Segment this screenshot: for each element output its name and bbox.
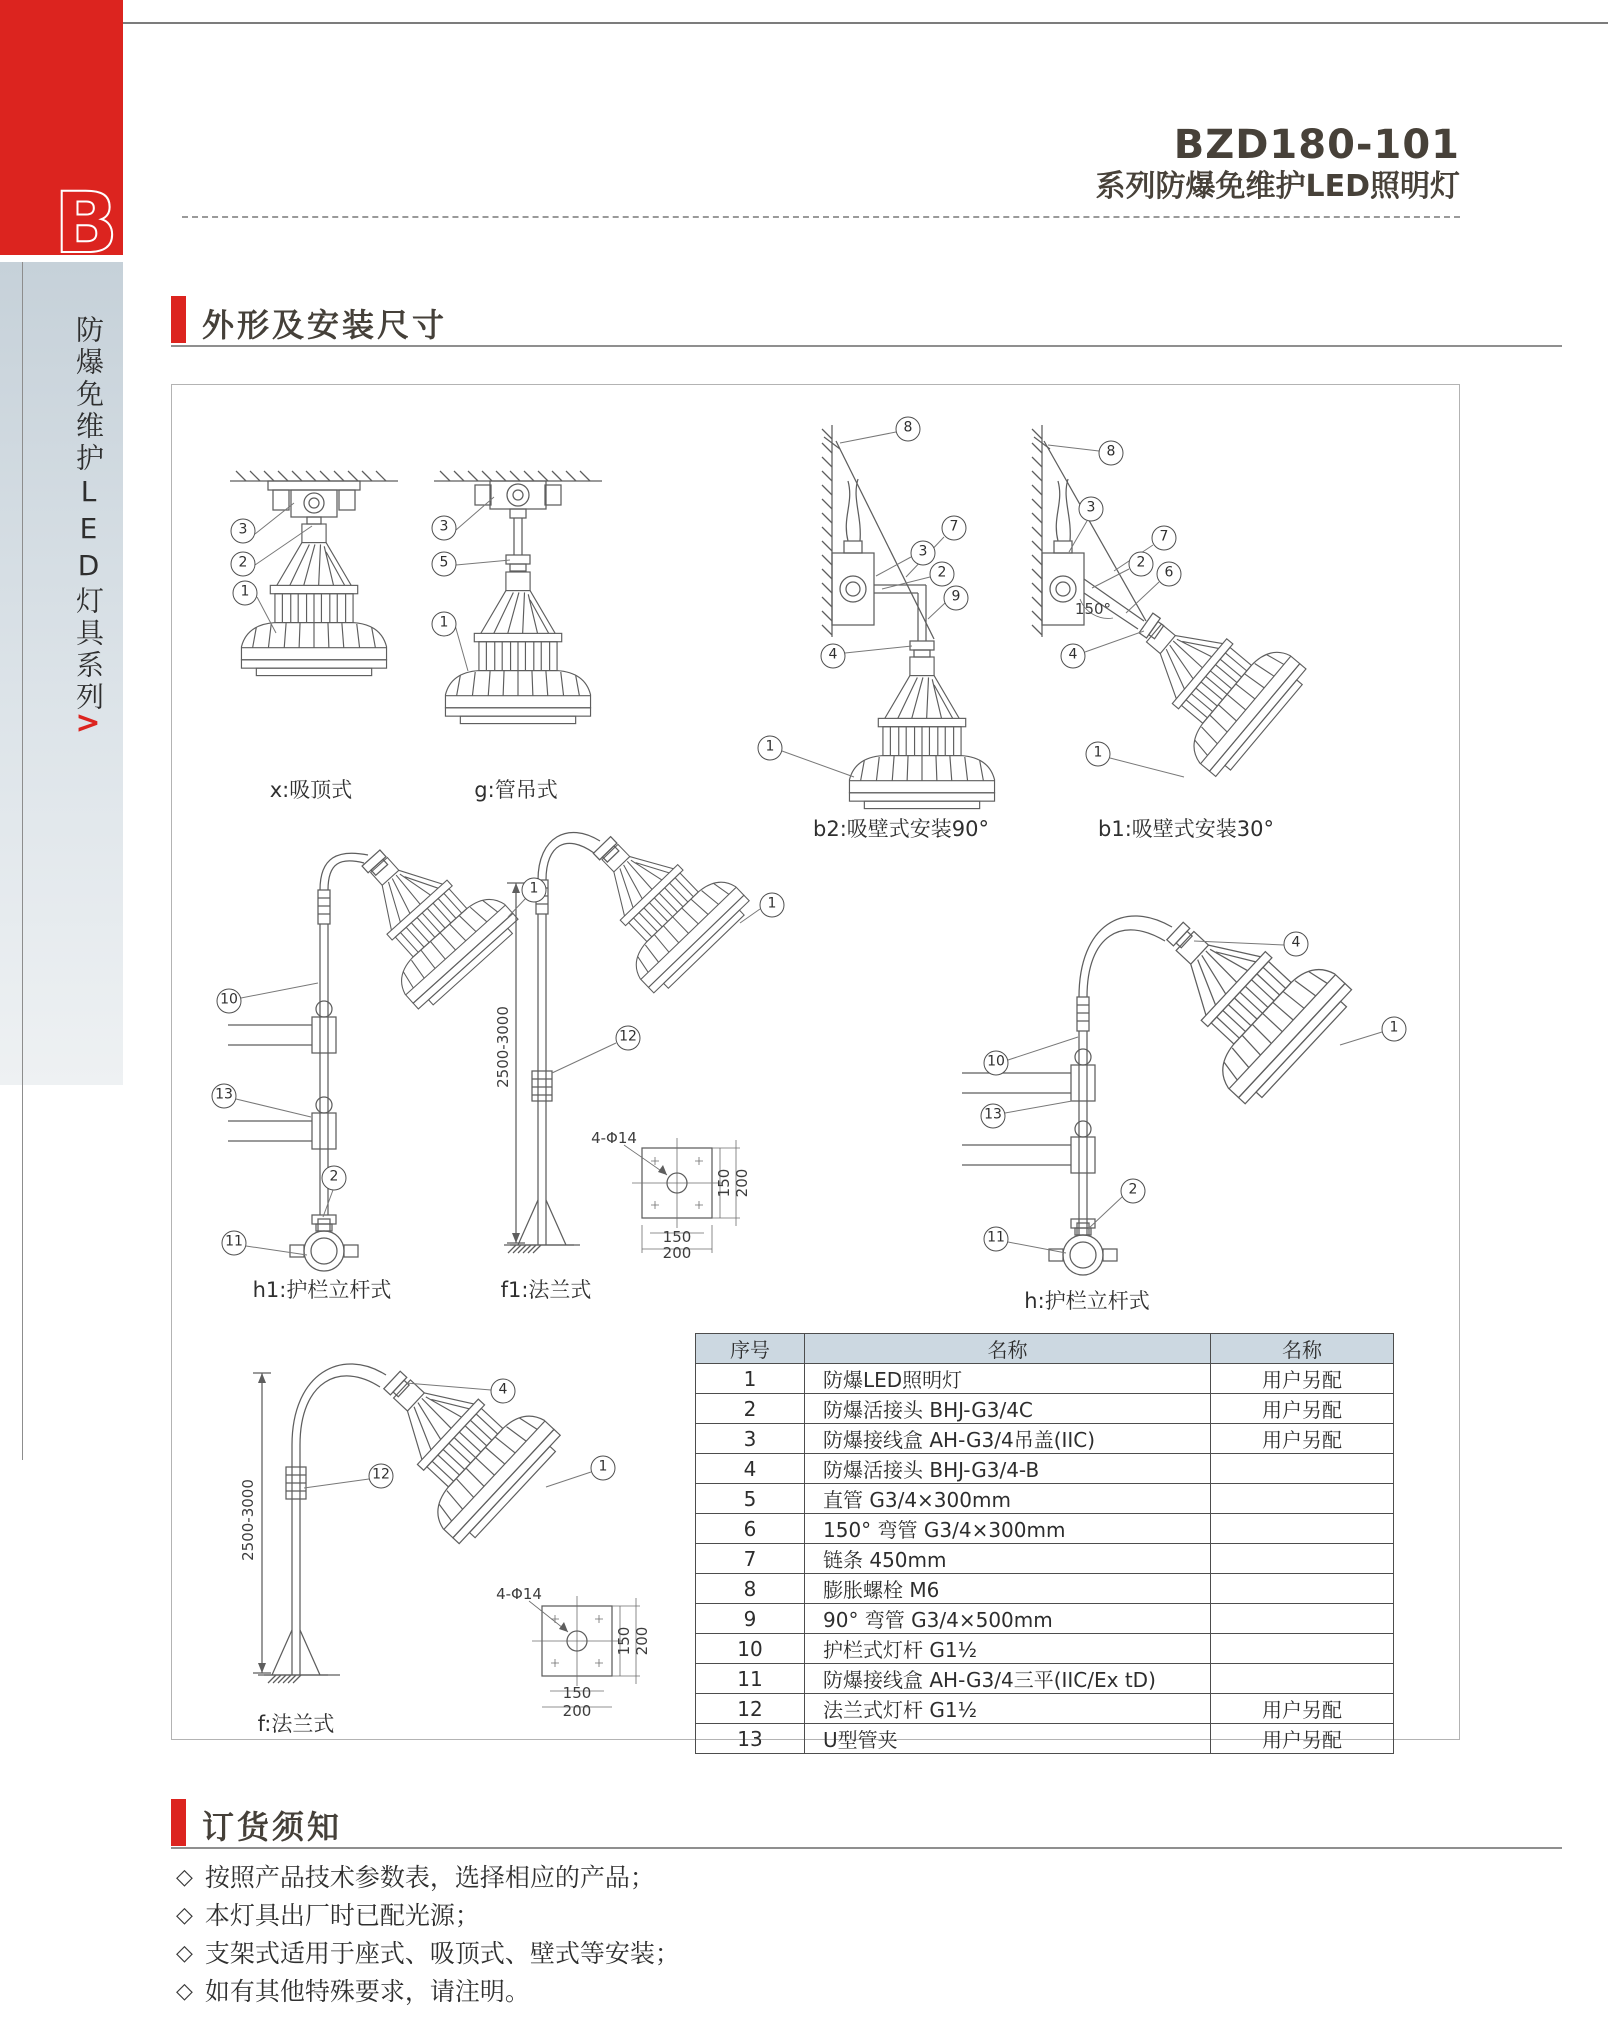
callout-badge: 7: [942, 516, 967, 541]
callout-badge: 8: [1099, 441, 1124, 466]
top-divider: [123, 22, 1608, 24]
parts-row: [696, 1364, 1394, 1394]
part-name: 防爆活接头 BHJ-G3/4-B: [805, 1454, 1211, 1484]
section-rule: [171, 1847, 1562, 1849]
callout-badge: 1: [432, 612, 457, 637]
installation-diagram-panel: [171, 384, 1460, 1752]
callout-badge: 10: [217, 989, 242, 1014]
callout-badge: 3: [231, 519, 256, 544]
sidebar-divider: [22, 262, 23, 1460]
part-note: 用户另配: [1211, 1364, 1394, 1394]
callout-badge: 10: [984, 1051, 1009, 1076]
dimension-label: 4-Φ14: [591, 1129, 637, 1147]
product-model: BZD180-101: [1173, 122, 1460, 168]
part-name: 直管 G3/4×300mm: [805, 1484, 1211, 1514]
part-index: 4: [696, 1454, 805, 1484]
callout-badge: 4: [491, 1379, 516, 1404]
dimension-label: 200: [633, 1626, 651, 1656]
part-name: 护栏式灯杆 G1½: [805, 1634, 1211, 1664]
part-note: 用户另配: [1211, 1424, 1394, 1454]
page-header: [1095, 122, 1460, 205]
callout-badge: 4: [1061, 644, 1086, 669]
callout-badge: 3: [1079, 497, 1104, 522]
product-series: 系列防爆免维护LED照明灯: [1095, 169, 1460, 205]
callout-badge: 3: [432, 516, 457, 541]
sidebar-arrow-icon: >: [75, 705, 101, 741]
part-note: 用户另配: [1211, 1724, 1394, 1754]
parts-table-column-header: 名称: [805, 1334, 1211, 1364]
sidebar-series-label: 防爆免维护LED灯具系列: [72, 315, 105, 714]
diamond-bullet-icon: ◇: [176, 1903, 193, 1928]
part-name: 防爆接线盒 AH-G3/4三平(IIC/Ex tD): [805, 1664, 1211, 1694]
callout-badge: 12: [369, 1464, 394, 1489]
callout-badge: 4: [821, 644, 846, 669]
part-note: [1211, 1514, 1394, 1544]
diagram-caption-b1: b1:吸壁式安装30°: [1098, 817, 1274, 841]
diagram-caption-h1: h1:护栏立杆式: [252, 1278, 392, 1302]
part-note: 用户另配: [1211, 1394, 1394, 1424]
diagram-caption-f1: f1:法兰式: [500, 1278, 592, 1302]
dimension-label: 200: [562, 1702, 592, 1720]
callout-badge: 11: [984, 1227, 1009, 1252]
part-name: 膨胀螺栓 M6: [805, 1574, 1211, 1604]
parts-table-header: [696, 1334, 1394, 1364]
diagram-caption-f: f:法兰式: [257, 1712, 335, 1736]
callout-badge: 13: [981, 1104, 1006, 1129]
part-index: 12: [696, 1694, 805, 1724]
section-rule: [171, 345, 1562, 347]
callout-badge: 4: [1284, 932, 1309, 957]
ordering-note-text: 支架式适用于座式、吸顶式、壁式等安装；: [204, 1939, 680, 1968]
callout-badge: 1: [1086, 742, 1111, 767]
callout-badge: 2: [231, 552, 256, 577]
section-title-dimensions: 外形及安装尺寸: [202, 306, 448, 344]
dimension-label: 150°: [1074, 600, 1112, 618]
dimension-label: 150: [562, 1684, 592, 1702]
part-name: 150° 弯管 G3/4×300mm: [805, 1514, 1211, 1544]
dimension-label: 200: [733, 1168, 751, 1198]
callout-badge: 5: [432, 552, 457, 577]
diamond-bullet-icon: ◇: [176, 1979, 193, 2004]
part-note: [1211, 1484, 1394, 1514]
callout-badge: 1: [233, 581, 258, 606]
part-note: [1211, 1604, 1394, 1634]
ordering-note-text: 按照产品技术参数表，选择相应的产品；: [204, 1863, 655, 1892]
callout-badge: 1: [758, 736, 783, 761]
callout-badge: 8: [896, 417, 921, 442]
callout-badge: 1: [591, 1456, 616, 1481]
callout-badge: 1: [760, 893, 785, 918]
part-note: [1211, 1454, 1394, 1484]
callout-badge: 12: [616, 1026, 641, 1051]
part-index: 5: [696, 1484, 805, 1514]
callout-badge: 2: [930, 562, 955, 587]
part-note: [1211, 1664, 1394, 1694]
diagram-caption-b2: b2:吸壁式安装90°: [813, 817, 989, 841]
callout-badge: 3: [911, 541, 936, 566]
section-marker: [171, 1799, 186, 1846]
brand-letter: B: [54, 174, 119, 255]
parts-row: [696, 1514, 1394, 1544]
section-title-ordering: 订货须知: [202, 1808, 343, 1846]
callout-badge: 1: [522, 878, 547, 903]
part-note: [1211, 1634, 1394, 1664]
section-marker: [171, 296, 186, 343]
ordering-note-text: 本灯具出厂时已配光源；: [204, 1901, 480, 1930]
ordering-note: [176, 1858, 680, 1896]
part-index: 10: [696, 1634, 805, 1664]
part-name: 链条 450mm: [805, 1544, 1211, 1574]
ordering-note-text: 如有其他特殊要求，请注明。: [204, 1977, 530, 2006]
part-index: 2: [696, 1394, 805, 1424]
ordering-note: [176, 1972, 680, 2010]
diagram-caption-g: g:管吊式: [474, 778, 558, 802]
callout-badge: 13: [212, 1084, 237, 1109]
part-note: 用户另配: [1211, 1694, 1394, 1724]
dimension-label: 2500-3000: [239, 1479, 257, 1561]
part-index: 1: [696, 1364, 805, 1394]
callout-badge: 2: [1121, 1179, 1146, 1204]
dimension-label: 150: [615, 1626, 633, 1656]
diagram-caption-h: h:护栏立杆式: [1024, 1289, 1150, 1313]
part-index: 6: [696, 1514, 805, 1544]
part-index: 11: [696, 1664, 805, 1694]
part-name: 法兰式灯杆 G1½: [805, 1694, 1211, 1724]
parts-table-column-header: 序号: [696, 1334, 805, 1364]
diagram-caption-x: x:吸顶式: [269, 778, 353, 802]
part-name: 90° 弯管 G3/4×500mm: [805, 1604, 1211, 1634]
parts-row: [696, 1664, 1394, 1694]
header-dashed-divider: [182, 216, 1460, 218]
parts-table: [695, 1333, 1394, 1754]
part-index: 8: [696, 1574, 805, 1604]
parts-row: [696, 1454, 1394, 1484]
parts-row: [696, 1724, 1394, 1754]
part-name: U型管夹: [805, 1724, 1211, 1754]
dimension-label: 2500-3000: [494, 1006, 512, 1088]
part-note: [1211, 1544, 1394, 1574]
ordering-note: [176, 1896, 680, 1934]
parts-row: [696, 1484, 1394, 1514]
part-name: 防爆活接头 BHJ-G3/4C: [805, 1394, 1211, 1424]
brand-letter-icon: [0, 0, 123, 255]
parts-row: [696, 1604, 1394, 1634]
part-index: 9: [696, 1604, 805, 1634]
parts-row: [696, 1694, 1394, 1724]
parts-row: [696, 1424, 1394, 1454]
dimension-label: 4-Φ14: [496, 1585, 542, 1603]
callout-badge: 9: [944, 586, 969, 611]
dimension-label: 200: [662, 1244, 692, 1262]
dimension-label: 150: [662, 1228, 692, 1246]
part-index: 13: [696, 1724, 805, 1754]
part-name: 防爆接线盒 AH-G3/4吊盖(IIC): [805, 1424, 1211, 1454]
callout-badge: 11: [222, 1231, 247, 1256]
parts-row: [696, 1634, 1394, 1664]
ordering-notes: [176, 1858, 680, 2010]
callout-badge: 2: [322, 1166, 347, 1191]
callout-badge: 7: [1152, 526, 1177, 551]
callout-badge: 6: [1157, 562, 1182, 587]
diamond-bullet-icon: ◇: [176, 1865, 193, 1890]
parts-row: [696, 1544, 1394, 1574]
parts-table-column-header: 名称: [1211, 1334, 1394, 1364]
parts-row: [696, 1574, 1394, 1604]
part-index: 3: [696, 1424, 805, 1454]
brand-logo: [0, 0, 123, 255]
callout-badge: 1: [1382, 1017, 1407, 1042]
part-name: 防爆LED照明灯: [805, 1364, 1211, 1394]
part-note: [1211, 1574, 1394, 1604]
part-index: 7: [696, 1544, 805, 1574]
ordering-note: [176, 1934, 680, 1972]
parts-row: [696, 1394, 1394, 1424]
diamond-bullet-icon: ◇: [176, 1941, 193, 1966]
callout-badge: 2: [1129, 552, 1154, 577]
dimension-label: 150: [715, 1168, 733, 1198]
